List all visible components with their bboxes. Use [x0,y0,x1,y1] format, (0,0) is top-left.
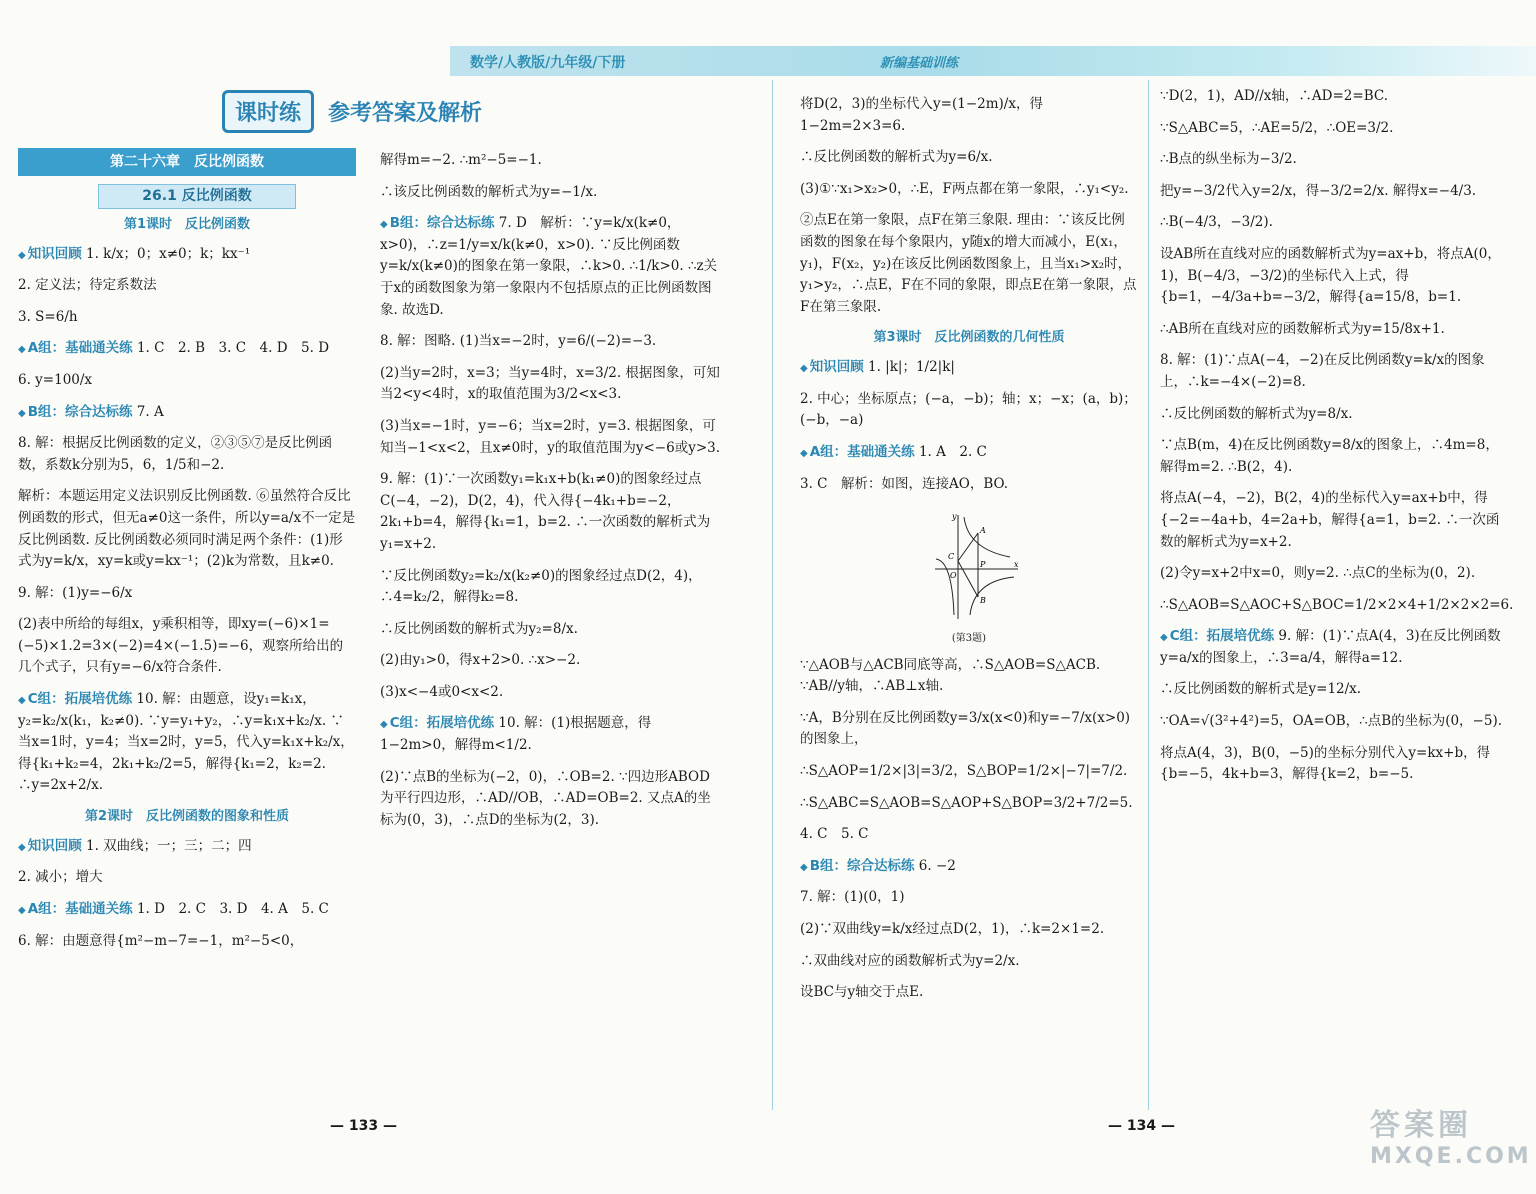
answer-text: 1. |k|；1/2|k| [863,359,955,376]
group-tag-label: A组：基础通关练 [809,443,915,460]
answer-text: 将D(2，3)的坐标代入y=(1−2m)/x，得1−2m=2×3=6. [800,96,1043,134]
answer-text: 将点A(−4，−2)，B(2，4)的坐标代入y=ax+b中，得{−2=−4a+b，4=2a+b，解得{a=1，b=2. ∴一次函数的解析式为y=x+2. [1160,490,1500,550]
answer-item [18,836,356,858]
diamond-icon: ◆ [18,841,26,853]
answer-text: 7. D 解析：∵y=k/x(k≠0，x>0)，∴z=1/y=x/k(k≠0，x>0). ∵反比例函数y=k/x(k≠0)的图象在第一象限，∴k>0. ∴1/k>0. ∴z关于x的函数图象为第一象限内不包括原点的正比例函数图象. 故选D. [380,215,718,318]
answer-item [1160,149,1508,171]
answer-text: ∴AB所在直线对应的函数解析式为y=15/8x+1. [1160,320,1445,337]
figure-caption: (第3题) [951,632,987,644]
answer-text: ∴该反比例函数的解析式为y=−1/x. [380,183,598,200]
diamond-icon: ◆ [18,344,26,356]
answer-item [18,689,356,797]
answer-item [1160,743,1508,786]
answer-text: 8. 解：图略. (1)当x=−2时，y=6/(−2)=−3. [380,333,657,350]
group-tag-label: A组：基础通关练 [27,901,133,918]
answer-text: 10. 解：由题意，设y₁=k₁x，y₂=k₂/x(k₁，k₂≠0). ∵y=y₁+y₂，∴y=k₁x+k₂/x. ∵当x=1时，y=4；当x=2时，y=5，代入y=k₁x+k₂/x，得{k₁+k₂=4，2k₁+k₂/2=5，解得{k₁=2，k₂=2. ∴y=2x+2/x. [18,691,354,794]
header-subject: 数学/人教版/九年级/下册 [470,55,626,71]
answer-item [18,370,356,392]
answer-text: 将点A(4，3)，B(0，−5)的坐标分别代入y=kx+b，得{b=−5，4k+b=3，解得{k=2，b=−5. [1160,744,1491,783]
answer-item [1160,679,1508,701]
answer-item [800,919,1138,941]
group-tag-label: B组：综合达标练 [809,857,915,874]
section-heading: 26.1 反比例函数 [98,184,296,208]
group-tag-label: C组：拓展培优练 [1169,628,1275,645]
answer-item [380,469,722,555]
answer-text: 把y=−3/2代入y=2/x，得−3/2=2/x. 解得x=−4/3. [1160,182,1477,199]
answer-list [18,244,356,797]
page-134-column-2 [1160,86,1514,796]
answer-text: 9. 解：(1)y=−6/x [18,584,133,601]
group-tag [800,444,915,460]
answer-item [380,331,722,353]
answer-text: 6. −2 [914,857,956,874]
answer-text: (3)①∵x₁>x₂>0，∴E，F两点都在第一象限，∴y₁<y₂. [800,180,1129,197]
group-tag [380,215,495,231]
answer-list [800,357,1138,495]
answer-item [800,761,1138,783]
answer-text: ∵△AOB与△ACB同底等高，∴S△AOB=S△ACB. ∵AB//y轴，∴AB⊥x轴. [800,656,1101,695]
label-y: y [952,512,957,522]
answer-item [380,682,722,704]
label-p: P [980,560,986,570]
answer-item [800,147,1138,169]
group-tag [18,246,82,262]
group-tag-label: C组：拓展培优练 [27,691,133,708]
group-tag [1160,628,1274,644]
group-tag [18,340,133,356]
answer-item [380,566,722,609]
hyperbola-branch-3 [970,577,1014,615]
answer-item [800,474,1138,496]
answer-item [800,887,1138,909]
group-tag-label: C组：拓展培优练 [389,715,495,732]
group-tag [800,359,864,375]
answer-item [1160,244,1508,309]
answer-item [800,210,1138,318]
answer-text: ∴反比例函数的解析式是y=12/x. [1160,681,1362,698]
group-tag-label: B组：综合达标练 [389,215,495,232]
group-tag [18,404,133,420]
answer-text: ∵D(2，1)，AD//x轴，∴AD=2=BC. [1160,88,1389,104]
answer-text: ∵OA=√(3²+4²)=5，OA=OB，∴点B的坐标为(0，−5). [1160,713,1503,730]
answer-item [18,433,356,476]
segment-cb [958,561,978,597]
answer-item [1160,488,1508,553]
answer-item [380,416,722,459]
group-tag [800,858,915,874]
label-a: A [980,526,986,536]
answer-text: 9. 解：(1)∵点A(4，3)在反比例函数y=a/x的图象上，∴3=a/4，解得a=12. [1160,628,1501,666]
answer-text: (2)令y=x+2中x=0，则y=2. ∴点C的坐标为(0，2). [1160,565,1476,582]
diamond-icon: ◆ [1160,632,1168,644]
answer-text: (2)当y=2时，x=3；当y=4时，x=3/2. 根据图象，可知当2<y<4时，x的取值范围为3/2<x<3. [380,364,720,403]
page-number-left: — 133 — [330,1118,397,1134]
answer-text: ②点E在第一象限，点F在第三象限. 理由：∵该反比例函数的图象在每个象限内，y随x的增大而减小，E(x₁，y₁)，F(x₂，y₂)在该反比例函数图象上，且当x₁>x₂时，y₁>y₂，∴点E，F在不同的象限，即点E在第一象限，点F在第三象限. [800,212,1137,315]
group-tag-label: B组：综合达标练 [27,403,133,420]
answer-item [800,982,1138,1004]
answer-text: ∵反比例函数y₂=k₂/x(k₂≠0)的图象经过点D(2，4)，∴4=k₂/2，解得k₂=8. [380,567,702,606]
answer-item [18,275,356,297]
answer-text: ∵A，B分别在反比例函数y=3/x(x<0)和y=−7/x(x>0)的图象上， [800,709,1131,748]
answer-text: 4. C 5. C [800,826,869,843]
answer-text: 设BC与y轴交于点E. [800,984,924,1001]
answer-item [800,94,1138,137]
label-b: B [980,596,986,606]
answer-item [1160,86,1508,108]
answer-text: ∴双曲线对应的函数解析式为y=2/x. [800,952,1020,969]
group-tag [380,715,494,731]
answer-item [1160,212,1508,234]
answer-text: 解析：本题运用定义法识别反比例函数. ⑥虽然符合反比例函数的形式，但无a≠0这一条件，所以y=a/x不一定是反比例函数. 反比例函数必须同时满足两个条件：(1)形式为y=k/x，xy=k或y=kx⁻¹；(2)k为常数，且k≠0. [18,488,356,570]
answer-item [1160,595,1514,617]
answer-text: 2. 定义法；待定系数法 [18,277,157,294]
answer-item [800,856,1138,878]
answer-text: 2. 中心；坐标原点；(−a，−b)；轴；x；−x；(a，b)；(−b，−a) [800,390,1137,429]
answer-text: (2)∵双曲线y=k/x经过点D(2，1)，∴k=2×1=2. [800,921,1105,938]
segment-ca [958,533,978,561]
answer-item [1160,404,1508,426]
hyperbola-branch-1 [964,517,1010,557]
answer-item [380,713,722,756]
answer-text: (2)由y₁>0，得x+2>0. ∴x>−2. [380,652,581,669]
group-tag [18,901,133,917]
answer-text: 3. S=6/h [18,308,78,325]
answer-item [800,951,1138,973]
answer-text: 8. 解：(1)∵点A(−4，−2)在反比例函数y=k/x的图象上，∴k=−4×(−2)=8. [1160,352,1485,390]
page-134-column-1 [800,94,1138,1014]
answer-text: ∴S△AOB=S△AOC+S△BOC=1/2×2×4+1/2×2×2=6. [1160,596,1514,613]
answer-item [380,619,722,641]
group-tag-label: 知识回顾 [27,245,82,262]
answer-item [18,486,356,572]
answer-text: 10. 解：(1)根据题意，得1−2m>0，解得m<1/2. [380,715,652,754]
answer-text: ∵点B(m，4)在反比例函数y=8/x的图象上，∴4m=8，解得m=2. ∴B(2，4). [1160,437,1499,475]
answer-text: ∵S△ABC=5，∴AE=5/2，∴OE=3/2. [1160,119,1394,136]
answer-item [18,867,356,889]
diamond-icon: ◆ [18,905,26,917]
answer-list [18,836,356,952]
diamond-icon: ◆ [800,861,808,873]
diamond-icon: ◆ [18,695,26,707]
answer-list [380,150,722,831]
answer-item [800,179,1138,201]
title-text: 参考答案及解析 [328,101,483,126]
label-c: C [948,552,955,562]
answer-item [18,583,356,605]
group-tag [18,838,82,854]
column-divider [1148,80,1149,1110]
answer-item [18,899,356,921]
answer-text: 1. A 2. C [914,443,987,460]
answer-item [800,655,1138,698]
answer-text: 9. 解：(1)∵一次函数y₁=k₁x+b(k₁≠0)的图象经过点C(−4，−2)，D(2，4)，代入得{−4k₁+b=−2，2k₁+b=4，解得{k₁=1，b=2. ∴一次函数的解析式为y₁=x+2. [380,471,711,552]
answer-item [380,150,722,172]
watermark-url: MXQE.COM [1370,1144,1532,1169]
answer-text: 设AB所在直线对应的函数解析式为y=ax+b，将点A(0，1)，B(−4/3，−3/2)的坐标代入上式，得{b=1，−4/3a+b=−3/2，解得{a=15/8，b=1. [1160,245,1501,306]
answer-item [1160,350,1508,393]
answer-title [222,90,482,133]
diamond-icon: ◆ [18,249,26,261]
answer-item [800,824,1138,846]
group-tag-label: 知识回顾 [809,359,864,376]
diamond-icon: ◆ [380,219,388,231]
label-o: O [950,571,957,581]
diamond-icon: ◆ [380,719,388,731]
answer-text: 1. C 2. B 3. C 4. D 5. D [132,340,330,357]
answer-item [1160,118,1508,140]
answer-item [800,442,1138,464]
answer-item [18,614,356,679]
answer-item [1160,319,1508,341]
answer-text: (2)∵点B的坐标为(−2，0)，∴OB=2. ∵四边形ABOD为平行四边形，∴AD//OB，∴AD=OB=2. 又点A的坐标为(0，3)，∴点D的坐标为(2，3). [380,768,711,828]
answer-item [1160,626,1508,669]
answer-item [380,182,722,204]
chapter-heading: 第二十六章 反比例函数 [18,148,356,176]
answer-item [800,389,1138,432]
answer-text: 1. D 2. C 3. D 4. A 5. C [132,901,329,918]
answer-list [800,655,1138,1004]
answer-text: ∴反比例函数的解析式为y=8/x. [1160,405,1353,422]
group-tag-label: 知识回顾 [27,837,82,854]
page-133-column-2 [380,150,722,841]
hyperbola-branch-2 [936,559,954,615]
answer-item [18,307,356,329]
answer-item [18,931,356,953]
answer-item [800,793,1138,815]
answer-item [1160,435,1508,478]
answer-text: (3)x<−4或0<x<2. [380,683,504,700]
answer-item [18,244,356,266]
diamond-icon: ◆ [800,363,808,375]
answer-item [380,650,722,672]
label-x: x [1014,560,1019,570]
site-watermark [1370,1100,1530,1180]
diamond-icon: ◆ [18,407,26,419]
answer-list [1160,86,1514,786]
page-number-right: — 134 — [1108,1118,1175,1134]
lesson-heading-2: 第2课时 反比例函数的图象和性质 [84,809,290,825]
answer-text: 解得m=−2. ∴m²−5=−1. [380,152,542,168]
answer-item [18,402,356,424]
lesson-heading-3: 第3课时 反比例函数的几何性质 [873,330,1065,346]
answer-text: 6. 解：由题意得{m²−m−7=−1，m²−5<0， [18,932,304,949]
answer-text: 7. 解：(1)(0，1) [800,889,905,906]
watermark-logo: 答案圈 [1370,1108,1472,1143]
answer-text: 2. 减小；增大 [18,869,103,886]
answer-text: ∴B点的纵坐标为−3/2. [1160,151,1297,168]
answer-item [800,708,1138,751]
answer-text: (2)表中所给的每组x，y乘积相等，即xy=(−6)×1=(−5)×1.2=3×(−2)=4×(−1.5)=−6，观察所给出的几个式子，只有y=−6/x符合条件. [18,616,344,676]
answer-item [380,767,722,832]
page-133-column-1 [18,148,356,962]
title-badge: 课时练 [222,90,314,133]
answer-text: 1. k/x；0；x≠0；k；kx⁻¹ [81,245,251,262]
answer-text: ∴S△ABC=S△AOB=S△AOP+S△BOP=3/2+7/2=5. [800,794,1133,811]
header-series: 新编基础训练 [880,56,959,71]
answer-text: ∴反比例函数的解析式为y=6/x. [800,149,993,166]
answer-text: 1. 双曲线；一；三；二；四 [81,837,252,854]
answer-text: 3. C 解析：如图，连接AO，BO. [800,475,1009,492]
answer-list [800,94,1138,318]
answer-item [380,213,722,321]
answer-text: ∴B(−4/3，−3/2). [1160,214,1273,231]
group-tag [18,691,132,707]
answer-text: 7. A [132,403,164,420]
answer-item [1160,711,1508,733]
answer-item [1160,563,1508,585]
answer-text: ∴反比例函数的解析式为y₂=8/x. [380,620,578,637]
lesson-heading-1: 第1课时 反比例函数 [123,216,251,232]
answer-item [800,357,1138,379]
answer-item [1160,181,1508,203]
hyperbola-figure [930,511,1020,621]
diamond-icon: ◆ [800,447,808,459]
answer-text: (3)当x=−1时，y=−6；当x=2时，y=3. 根据图象，可知当−1<x<2，且x≠0时，y的取值范围为y<−6或y>3. [380,417,721,456]
answer-text: ∴S△AOP=1/2×|3|=3/2，S△BOP=1/2×|−7|=7/2. [800,763,1128,780]
group-tag-label: A组：基础通关练 [27,340,133,357]
page-divider [772,80,773,1110]
answer-text: 8. 解：根据反比例函数的定义，②③⑤⑦是反比例函数，系数k分别为5，6，1/5和−2. [18,435,333,473]
answer-text: 6. y=100/x [18,371,93,388]
answer-item [18,338,356,360]
answer-item [380,363,722,406]
